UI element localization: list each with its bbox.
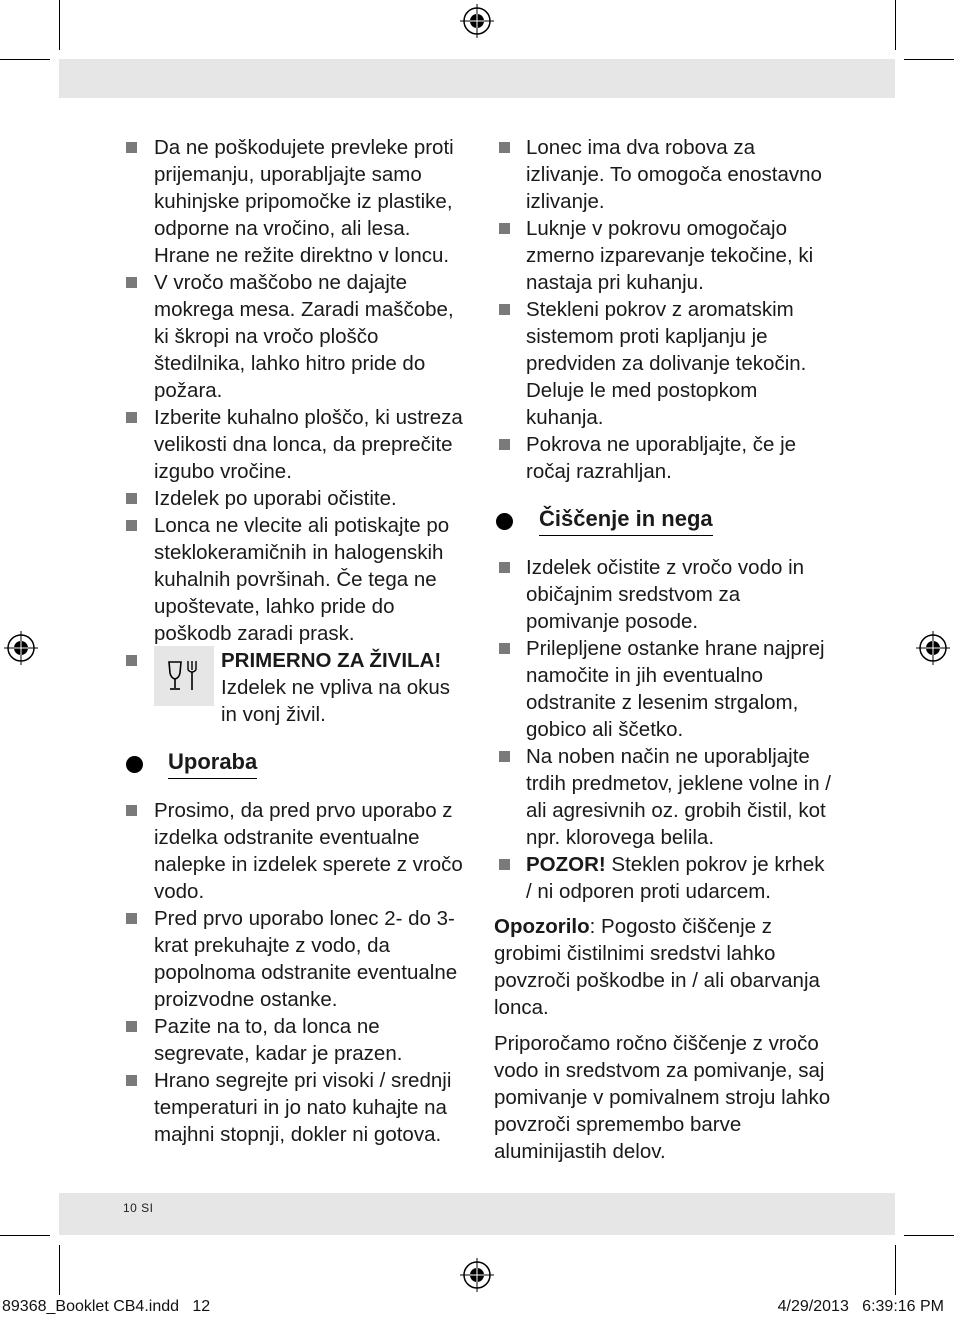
square-bullet-icon [126, 1021, 137, 1032]
page-folio: 10 SI [123, 1201, 154, 1215]
crop-mark [895, 0, 896, 50]
crop-mark [904, 59, 954, 60]
section-title: Čiščenje in nega [539, 504, 713, 536]
section-dot-icon [496, 513, 513, 530]
section-heading-ciscenje [494, 504, 834, 540]
square-bullet-icon [126, 913, 137, 924]
square-bullet-icon [499, 751, 510, 762]
square-bullet-icon [126, 655, 137, 666]
date-slug: 4/29/2013 6:39:16 PM [777, 1298, 944, 1315]
footer-band [59, 1193, 895, 1235]
fork-glass-icon [154, 646, 214, 706]
list-item-text: Hrano segrejte pri visoki / srednji temperaturi in jo nato kuhajte na majhni stopnji, dokler ni gotova. [154, 1069, 452, 1146]
right-column [494, 134, 834, 1165]
list-item [494, 635, 834, 743]
left-column [126, 134, 466, 1148]
list-item [126, 404, 466, 485]
food-safe-heading: PRIMERNO ZA ŽIVILA! [221, 649, 442, 672]
header-band [59, 59, 895, 98]
list-item [126, 1013, 466, 1067]
pozor-label: POZOR! [526, 853, 606, 876]
list-item-text: Da ne poškodujete prevleke proti prijemanju, uporabljajte samo kuhinjske pripomočke iz plastike, odporne na vročino, ali lesa. Hrane ne režite direktno v loncu. [154, 136, 454, 267]
list-item-text: Prilepljene ostanke hrane najprej namočite in jih eventualno odstranite z lesenim strgalom, gobico ali ščetko. [526, 637, 825, 741]
list-item [494, 296, 834, 431]
registration-mark-icon [460, 1258, 494, 1292]
list-item-text: Izberite kuhalno ploščo, ki ustreza velikosti dna lonca, da preprečite izgubo vročine. [154, 406, 463, 483]
list-item-text: Izdelek po uporabi očistite. [154, 487, 397, 510]
list-item [126, 485, 466, 512]
list-item [494, 134, 834, 215]
list-item [494, 554, 834, 635]
registration-mark-icon [460, 4, 494, 38]
crop-mark [0, 59, 50, 60]
registration-mark-icon [916, 631, 950, 665]
food-safe-item [126, 647, 466, 728]
crop-mark [904, 1235, 954, 1236]
warning-paragraph [494, 913, 834, 1021]
list-item-text: Luknje v pokrovu omogočajo zmerno izparevanje tekočine, ki nastaja pri kuhanju. [526, 217, 814, 294]
square-bullet-icon [126, 805, 137, 816]
square-bullet-icon [499, 439, 510, 450]
square-bullet-icon [499, 223, 510, 234]
list-item [126, 905, 466, 1013]
list-item-text: V vročo maščobo ne dajajte mokrega mesa. Zaradi maščobe, ki škropi na vročo ploščo štedilnika, lahko hitro pride do požara. [154, 271, 454, 402]
square-bullet-icon [499, 859, 510, 870]
crop-mark [59, 0, 60, 50]
list-item [126, 512, 466, 647]
list-item [126, 1067, 466, 1148]
list-item-text: Prosimo, da pred prvo uporabo z izdelka odstranite eventualne nalepke in izdelek sperete z vročo vodo. [154, 799, 463, 903]
list-item-text: Stekleni pokrov z aromatskim sistemom proti kapljanju je predviden za dolivanje tekočin. Deluje le med postopkom kuhanja. [526, 298, 807, 429]
pozor-text: Steklen pokrov je krhek / ni odporen proti udarcem. [526, 853, 825, 903]
square-bullet-icon [499, 304, 510, 315]
list-item [126, 269, 466, 404]
list-item-text: Izdelek očistite z vročo vodo in običajnim sredstvom za pomivanje posode. [526, 556, 805, 633]
crop-mark [0, 1235, 50, 1236]
square-bullet-icon [499, 562, 510, 573]
square-bullet-icon [126, 277, 137, 288]
list-item-text: Na noben način ne uporabljajte trdih predmetov, jeklene volne in / ali agresivnih oz. grobih čistil, kot npr. klorovega belila. [526, 745, 832, 849]
section-heading-uporaba [126, 747, 466, 783]
list-item-text: Pred prvo uporabo lonec 2- do 3-krat prekuhajte z vodo, da popolnoma odstranite eventualne proizvodne ostanke. [154, 907, 458, 1011]
list-item [126, 797, 466, 905]
list-item [126, 134, 466, 269]
square-bullet-icon [126, 142, 137, 153]
square-bullet-icon [126, 1075, 137, 1086]
food-safe-description: Izdelek ne vpliva na okus in vonj živil. [221, 676, 451, 726]
list-item-text: Pokrova ne uporabljajte, če je ročaj razrahljan. [526, 433, 797, 483]
list-item [494, 431, 834, 485]
file-slug: 89368_Booklet CB4.indd 12 [2, 1298, 211, 1315]
registration-mark-icon [4, 631, 38, 665]
section-title: Uporaba [168, 747, 257, 779]
square-bullet-icon [126, 493, 137, 504]
list-item-text: Lonec ima dva robova za izlivanje. To omogoča enostavno izlivanje. [526, 136, 822, 213]
warning-text: : Pogosto čiščenje z grobimi čistilnimi sredstvi lahko povzroči poškodbe in / ali obarvanja lonca. [494, 915, 820, 1019]
square-bullet-icon [499, 643, 510, 654]
list-item [494, 743, 834, 851]
section-dot-icon [126, 756, 143, 773]
square-bullet-icon [499, 142, 510, 153]
square-bullet-icon [126, 520, 137, 531]
list-item-text: Pazite na to, da lonca ne segrevate, kadar je prazen. [154, 1015, 403, 1065]
list-item [494, 851, 834, 905]
list-item-text: Lonca ne vlecite ali potiskajte po steklokeramičnih in halogenskih kuhalnih površinah. Če tega ne upoštevate, lahko pride do poškodb zaradi prask. [154, 514, 450, 645]
recommendation-paragraph: Priporočamo ročno čiščenje z vročo vodo in sredstvom za pomivanje, saj pomivanje v pomivalnem stroju lahko povzroči spremembo barve aluminijastih delov. [494, 1032, 831, 1163]
square-bullet-icon [126, 412, 137, 423]
crop-mark [895, 1245, 896, 1295]
list-item [494, 215, 834, 296]
warning-label: Opozorilo [494, 915, 590, 938]
food-safe-text [221, 647, 466, 728]
crop-mark [59, 1245, 60, 1295]
